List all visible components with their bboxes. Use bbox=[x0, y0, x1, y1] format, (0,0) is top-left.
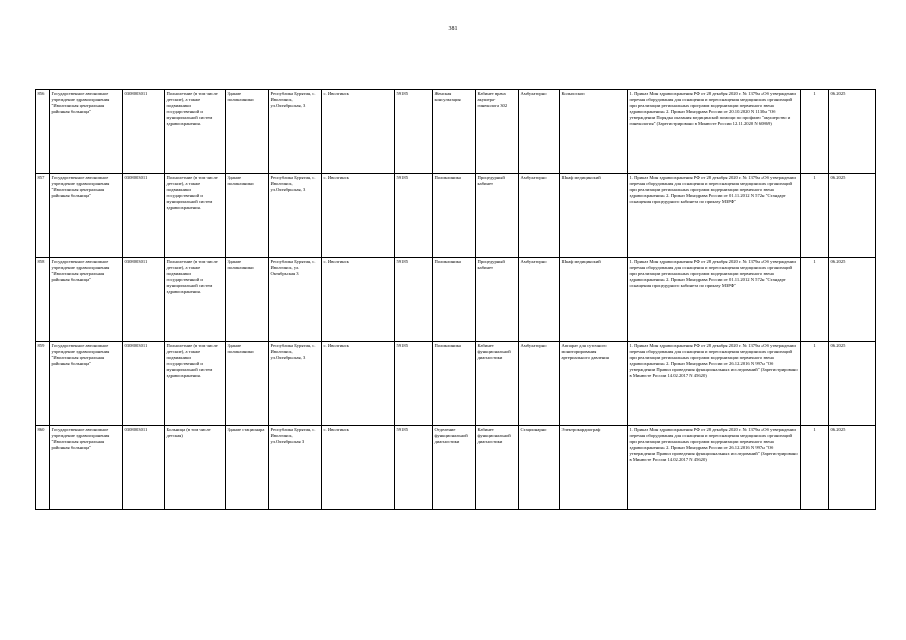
quantity: 1 bbox=[801, 258, 829, 342]
care-type: Амбулаторно bbox=[519, 342, 560, 426]
served-population: Полнолетние (в том числе детские), а также подвижники государственной и муниципальной систем здравоохранения. bbox=[165, 90, 226, 174]
department: Поликлиника bbox=[433, 174, 476, 258]
institution-name: Государственное автономное учреждение здравоохранения "Иволгинская центральная районная больница" bbox=[50, 258, 123, 342]
row-number: 859 bbox=[36, 342, 50, 426]
care-type: Амбулаторно bbox=[519, 258, 560, 342]
settlement: с. Иволгинск bbox=[322, 174, 395, 258]
quantity: 1 bbox=[801, 90, 829, 174]
room: Процедурный кабинет bbox=[476, 174, 519, 258]
locality-index: 59185 bbox=[395, 426, 433, 510]
settlement: с. Иволгинск bbox=[322, 258, 395, 342]
equipment: Шкаф медицинский bbox=[560, 258, 628, 342]
regulatory-documents: 1. Приказ Мин здравоохранения РФ от 28 декабря 2020 г. № 1379н «Об утверждении перечня оборудования для оснащения и переоснащения медицинских организаций при реализации региональных программ модернизации первичного звена здравоохранения» 2. Приказ Минздрава России от 20.10.2020 N 1130н "Об утверждении Порядка оказания медицинской помощи по профилю "акушерство и гинекология" (Зарегистрировано в Минюсте России 12.11.2020 N 60869) bbox=[628, 90, 801, 174]
regulatory-documents: 1. Приказ Мин здравоохранения РФ от 28 декабря 2020 г. № 1379н «Об утверждении перечня оборудования для оснащения и переоснащения медицинских организаций при реализации региональных программ модернизации первичного звена здравоохранения» 2. Приказ Минздрава России от 26.12.2016 N 997н "Об утверждении Правил проведения функциональных исследований" (Зарегистрировано в Минюсте России 14.02.2017 N 45620) bbox=[628, 426, 801, 510]
building: Здание поликлиники bbox=[226, 174, 269, 258]
room: Кабинет функциональной диагностики bbox=[476, 426, 519, 510]
institution-name: Государственное автономное учреждение здравоохранения "Иволгинская центральная районная больница" bbox=[50, 342, 123, 426]
room: Процедурный кабинет bbox=[476, 258, 519, 342]
equipment: Аппарат для суточного мониторирования артериального давления bbox=[560, 342, 628, 426]
served-population: Полнолетние (в том числе детские), а также подвижники государственной и муниципальной систем здравоохранения. bbox=[165, 342, 226, 426]
page-number: 381 bbox=[448, 26, 458, 32]
building: Здание стационара bbox=[226, 426, 269, 510]
building: Здание поликлиники bbox=[226, 90, 269, 174]
locality-index: 59185 bbox=[395, 174, 433, 258]
address: Республика Бурятия, с. Иволгинск, ул.Октябрьская, 3 bbox=[269, 174, 322, 258]
locality-index: 59185 bbox=[395, 342, 433, 426]
institution-code: 0308003011 bbox=[123, 174, 165, 258]
regulatory-documents: 1. Приказ Мин здравоохранения РФ от 28 декабря 2020 г. № 1379н «Об утверждении перечня оборудования для оснащения и переоснащения медицинских организаций при реализации региональных программ модернизации первичного звена здравоохранения» 2. Приказ Минздрава России от 01.11.2012 N 572н "Стандарт оснащения процедурного кабинета по приказу МЗРФ" bbox=[628, 258, 801, 342]
institution-code: 0308003011 bbox=[123, 342, 165, 426]
table-row bbox=[36, 426, 876, 510]
care-type: Стационарно bbox=[519, 426, 560, 510]
regulatory-documents: 1. Приказ Мин здравоохранения РФ от 28 декабря 2020 г. № 1379н «Об утверждении перечня оборудования для оснащения и переоснащения медицинских организаций при реализации региональных программ модернизации первичного звена здравоохранения» 2. Приказ Минздрава России от 26.12.2016 N 997н "Об утверждении Правил проведения функциональных исследований" (Зарегистрировано в Минюсте России 14.02.2017 N 45620) bbox=[628, 342, 801, 426]
quantity: 1 bbox=[801, 426, 829, 510]
address: Республика Бурятия, с. Иволгинск, ул.Октябрьская, 3 bbox=[269, 342, 322, 426]
room: Кабинет врача акушера-гинеколога 302 bbox=[476, 90, 519, 174]
address: Республика Бурятия, с. Иволгинск, ул. Октябрьская 3 bbox=[269, 258, 322, 342]
delivery-date: 06.2025 bbox=[829, 174, 876, 258]
institution-name: Государственное автономное учреждение здравоохранения "Иволгинская центральная районная больница" bbox=[50, 426, 123, 510]
department: Отделение функциональной диагностики bbox=[433, 426, 476, 510]
equipment: Кольпоскоп bbox=[560, 90, 628, 174]
served-population: Полнолетние (в том числе детские), а также подвижники государственной и муниципальной систем здравоохранения. bbox=[165, 174, 226, 258]
equipment-registry-table bbox=[35, 89, 876, 510]
care-type: Амбулаторно bbox=[519, 90, 560, 174]
locality-index: 59185 bbox=[395, 258, 433, 342]
equipment: Электрокардиограф bbox=[560, 426, 628, 510]
room: Кабинет функциональной диагностики bbox=[476, 342, 519, 426]
delivery-date: 06.2025 bbox=[829, 258, 876, 342]
row-number: 856 bbox=[36, 90, 50, 174]
building: Здание поликлиники bbox=[226, 342, 269, 426]
delivery-date: 06.2025 bbox=[829, 426, 876, 510]
served-population: Больница (в том числе детская) bbox=[165, 426, 226, 510]
table-row bbox=[36, 258, 876, 342]
regulatory-documents: 1. Приказ Мин здравоохранения РФ от 28 декабря 2020 г. № 1379н «Об утверждении перечня оборудования для оснащения и переоснащения медицинских организаций при реализации региональных программ модернизации первичного звена здравоохранения» 2. Приказ Минздрава России от 01.11.2012 N 572н "Стандарт оснащения процедурного кабинета по приказу МЗРФ" bbox=[628, 174, 801, 258]
address: Республика Бурятия, с. Иволгинск, ул.Октябрьская 3 bbox=[269, 426, 322, 510]
equipment: Шкаф медицинский bbox=[560, 174, 628, 258]
delivery-date: 06.2025 bbox=[829, 90, 876, 174]
table-row bbox=[36, 342, 876, 426]
institution-name: Государственное автономное учреждение здравоохранения "Иволгинская центральная районная больница" bbox=[50, 90, 123, 174]
building: Здание поликлиники bbox=[226, 258, 269, 342]
table-row bbox=[36, 90, 876, 174]
row-number: 857 bbox=[36, 174, 50, 258]
locality-index: 59185 bbox=[395, 90, 433, 174]
department: Женская консультация bbox=[433, 90, 476, 174]
settlement: с. Иволгинск bbox=[322, 426, 395, 510]
quantity: 1 bbox=[801, 174, 829, 258]
table-row bbox=[36, 174, 876, 258]
institution-code: 0308003011 bbox=[123, 426, 165, 510]
care-type: Амбулаторно bbox=[519, 174, 560, 258]
institution-code: 0308003011 bbox=[123, 90, 165, 174]
settlement: с. Иволгинск bbox=[322, 342, 395, 426]
department: Поликлиника bbox=[433, 342, 476, 426]
settlement: с. Иволгинск bbox=[322, 90, 395, 174]
row-number: 860 bbox=[36, 426, 50, 510]
quantity: 1 bbox=[801, 342, 829, 426]
served-population: Полнолетние (в том числе детские), а также подвижники государственной и муниципальной систем здравоохранения. bbox=[165, 258, 226, 342]
institution-name: Государственное автономное учреждение здравоохранения "Иволгинская центральная районная больница" bbox=[50, 174, 123, 258]
delivery-date: 06.2025 bbox=[829, 342, 876, 426]
row-number: 858 bbox=[36, 258, 50, 342]
address: Республика Бурятия, с. Иволгинск, ул.Октябрьская, 3 bbox=[269, 90, 322, 174]
institution-code: 0308003011 bbox=[123, 258, 165, 342]
department: Поликлиника bbox=[433, 258, 476, 342]
